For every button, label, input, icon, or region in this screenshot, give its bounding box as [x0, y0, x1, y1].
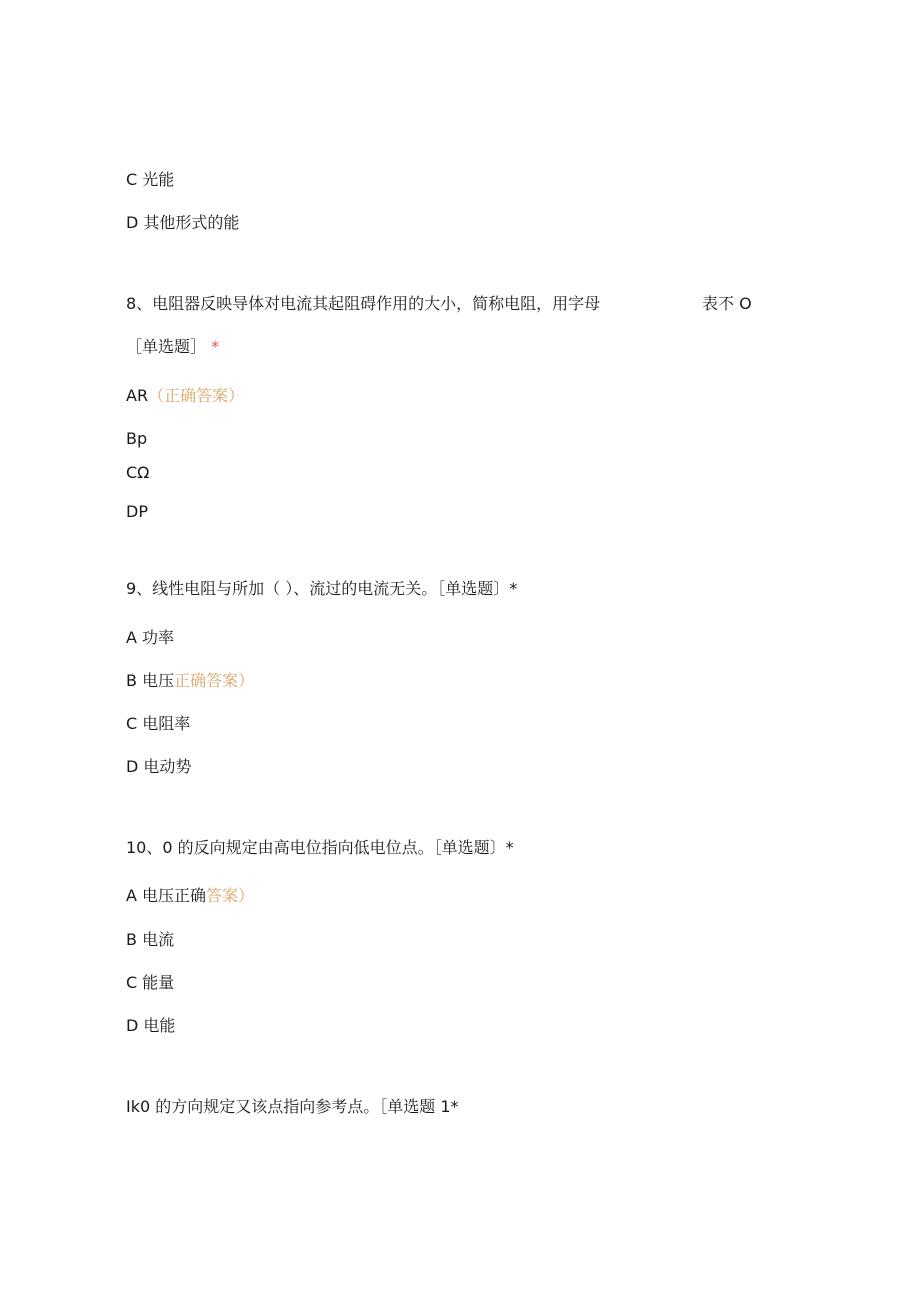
- q10-option-b[interactable]: B 电流: [126, 930, 175, 949]
- q10-option-c[interactable]: C 能量: [126, 973, 175, 992]
- q9-title: 9、线性电阻与所加（ ）、流过的电流无关。［单选题〕*: [126, 579, 518, 598]
- q9-option-c[interactable]: C 电阻率: [126, 714, 191, 733]
- q7-option-c[interactable]: C 光能: [126, 170, 175, 189]
- q8-option-a[interactable]: [126, 386, 244, 406]
- q9-option-d[interactable]: D 电动势: [126, 757, 192, 776]
- q8-title: 8、电阻器反映导体对电流其起阻碍作用的大小，简称电阻，用字母: [126, 294, 601, 313]
- correct-answer-marker: 答案）: [206, 886, 255, 905]
- q11-title: Ik0 的方向规定又该点指向参考点。［单选题 1*: [126, 1097, 459, 1116]
- correct-answer-marker: 正确答案）: [174, 671, 255, 690]
- q9-option-b[interactable]: [126, 671, 254, 691]
- q10-title: 10、0 的反向规定由高电位指向低电位点。［单选题〕*: [126, 838, 514, 857]
- correct-answer-marker: （正确答案）: [148, 386, 245, 405]
- q9-option-a[interactable]: A 功率: [126, 628, 175, 647]
- q9-option-b-label: B 电压: [126, 671, 175, 690]
- q8-title-tail: 表不 O: [702, 294, 752, 313]
- required-mark: *: [211, 337, 220, 356]
- q8-option-a-label: AR: [126, 386, 149, 405]
- q8-option-c[interactable]: CΩ: [126, 463, 150, 482]
- q10-option-d[interactable]: D 电能: [126, 1016, 176, 1035]
- q7-option-d[interactable]: D 其他形式的能: [126, 213, 240, 232]
- q8-option-b[interactable]: Bp: [126, 429, 148, 448]
- q10-option-a-label: A 电压正确: [126, 886, 207, 905]
- q10-option-a[interactable]: [126, 886, 254, 906]
- q8-type-label: ［单选题］: [126, 337, 207, 356]
- q8-type: [126, 337, 219, 357]
- q8-option-d[interactable]: DP: [126, 502, 148, 521]
